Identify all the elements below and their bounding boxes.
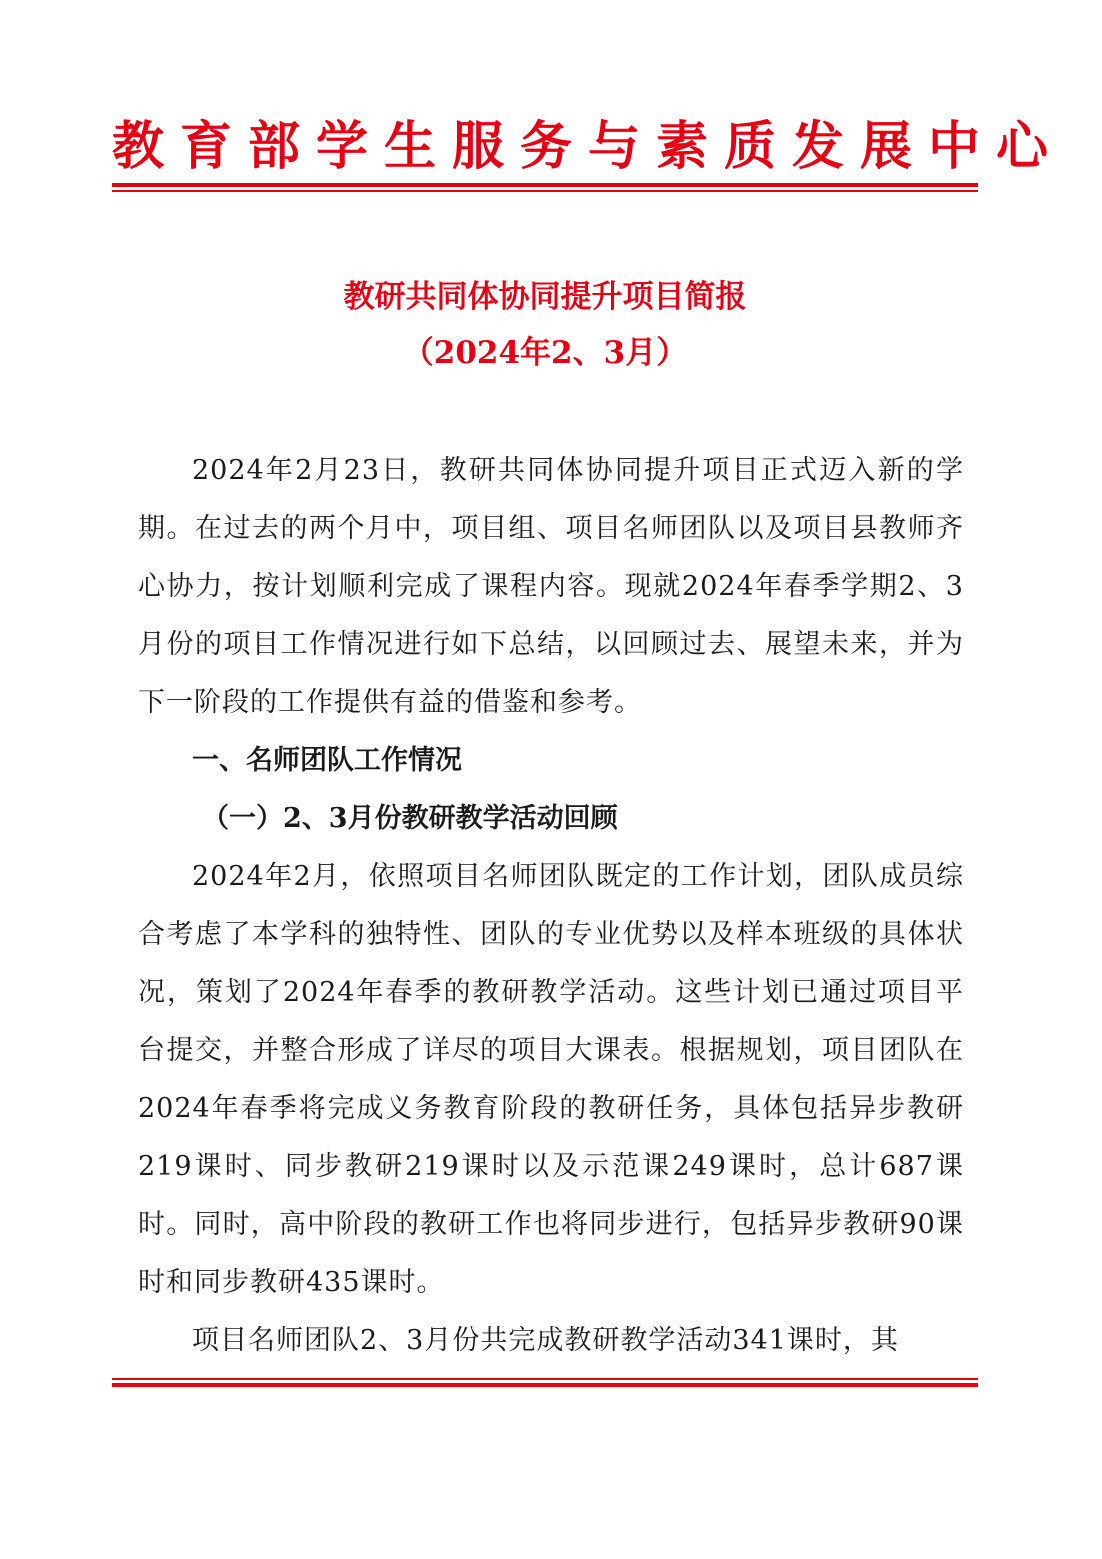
section-heading: 一、名师团队工作情况 <box>192 745 462 776</box>
masthead-org-name: 教育部学生服务与素质发展中心 <box>112 116 1065 177</box>
masthead-rule-thick <box>112 183 978 187</box>
paragraph-plan: 2024年2月，依照项目名师团队既定的工作计划，团队成员综合考虑了本学科的独特性、团队的专业优势以及样本班级的具体状况，策划了2024年春季的教研教学活动。这些计划已通过项目平台提交，并整合形成了详尽的项目大课表。根据规划，项目团队在2024年春季将完成义务教育阶段的教研任务，具体包括异步教研219课时、同步教研219课时以及示范课249课时，总计687课时。同时，高中阶段的教研工作也将同步进行，包括异步教研90课时和同步教研435课时。 <box>138 861 964 1298</box>
masthead-rule-thin <box>112 190 978 192</box>
subsection-heading: （一）2、3月份教研教学活动回顾 <box>202 803 618 834</box>
footer-rule-thin <box>112 1378 978 1380</box>
doc-body <box>138 442 964 1370</box>
footer-rule-thick <box>112 1383 978 1387</box>
doc-subtitle: （2024年2、3月） <box>402 335 688 371</box>
paragraph-intro: 2024年2月23日，教研共同体协同提升项目正式迈入新的学期。在过去的两个月中，项目组、项目名师团队以及项目县教师齐心协力，按计划顺利完成了课程内容。现就2024年春季学期2、3月份的项目工作情况进行如下总结，以回顾过去、展望未来，并为下一阶段的工作提供有益的借鉴和参考。 <box>138 455 964 718</box>
paragraph-summary: 项目名师团队2、3月份共完成教研教学活动341课时，其 <box>192 1325 899 1356</box>
doc-title: 教研共同体协同提升项目简报 <box>343 279 747 315</box>
